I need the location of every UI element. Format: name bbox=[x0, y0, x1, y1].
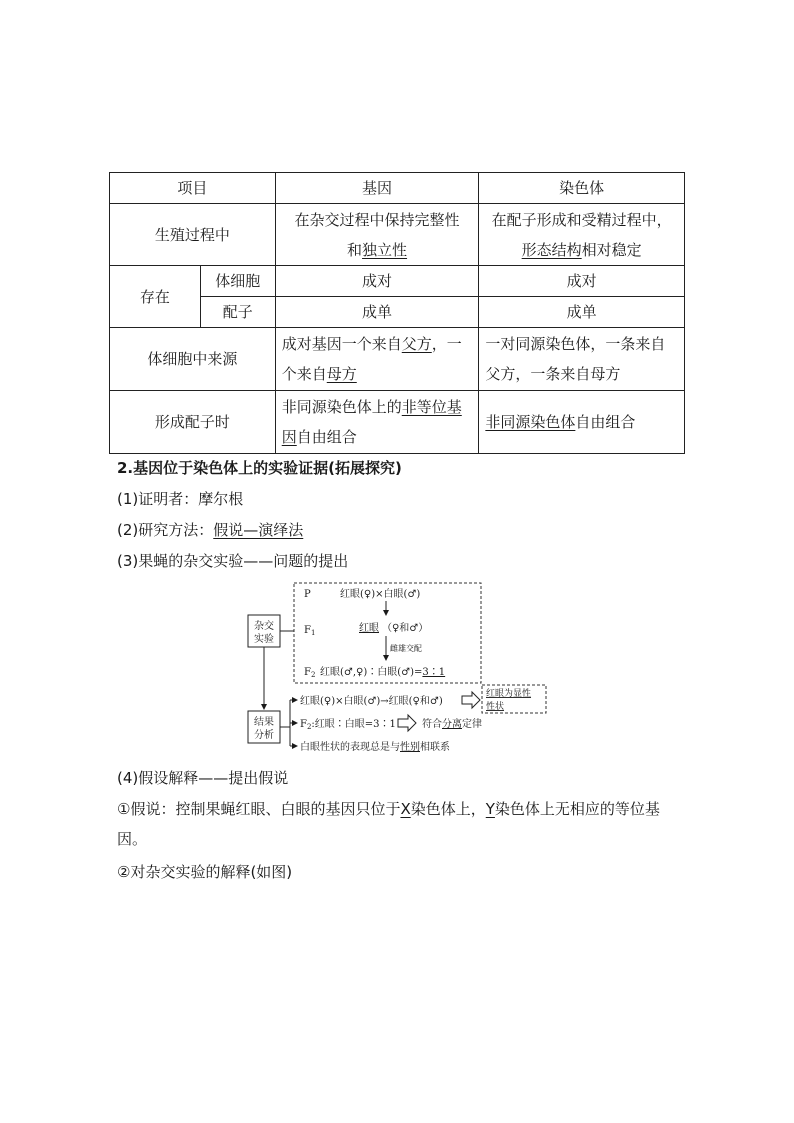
item-method bbox=[117, 520, 303, 540]
item-explanation: ②对杂交实验的解释(如图) bbox=[117, 863, 293, 881]
cell-text: 在杂交过程中保持完整性 bbox=[294, 210, 460, 229]
cell-text: 非同源染色体上的 bbox=[281, 398, 402, 416]
underlined-answer: 母方 bbox=[326, 365, 357, 383]
header-gene: 基因 bbox=[275, 173, 479, 204]
hollow-arrow-icon bbox=[398, 715, 416, 731]
cell-text: 在配子形成和受精过程中， bbox=[491, 210, 672, 229]
table-row bbox=[110, 391, 685, 454]
mating-label: 雌雄交配 bbox=[390, 644, 422, 653]
cell-text: 自由组合 bbox=[296, 428, 357, 446]
analysis-line-3: 白眼性状的表现总是与性别相联系 bbox=[300, 742, 450, 753]
item-text: (2)研究方法： bbox=[117, 521, 214, 539]
row-label: 存在 bbox=[110, 266, 201, 328]
f2-result: 红眼(♂,♀)∶白眼(♂)=3∶1 bbox=[320, 667, 446, 678]
p-label: P bbox=[304, 589, 311, 600]
underlined-answer: 非同源染色体 bbox=[485, 413, 576, 431]
row-label: 生殖过程中 bbox=[110, 204, 276, 266]
cross-experiment-diagram bbox=[244, 580, 554, 758]
table-row bbox=[110, 266, 685, 297]
box-label: 杂交 bbox=[254, 621, 274, 632]
gene-cell: 成对 bbox=[275, 266, 479, 297]
dominant-label: 性状 bbox=[486, 702, 505, 712]
row-label: 形成配子时 bbox=[110, 391, 276, 454]
header-item: 项目 bbox=[110, 173, 276, 204]
underlined-answer: 独立性 bbox=[362, 240, 408, 259]
chromosome-cell bbox=[479, 204, 685, 266]
f1-paren: （♀和♂） bbox=[382, 623, 429, 634]
para-text: 染色体上， bbox=[410, 800, 486, 818]
cell-text: ，一个来自 bbox=[281, 335, 462, 383]
gene-cell bbox=[275, 204, 479, 266]
sub-label: 体细胞 bbox=[200, 266, 275, 297]
comparison-table bbox=[109, 172, 685, 454]
p-cross: 红眼(♀)×白眼(♂) bbox=[340, 589, 421, 600]
para-text: 染色体上无相应的等位基因。 bbox=[117, 800, 660, 848]
chromosome-cell: 一对同源染色体，一条来自父方，一条来自母方 bbox=[479, 328, 685, 391]
chromosome-cell: 成对 bbox=[479, 266, 685, 297]
hypothesis-paragraph bbox=[117, 794, 687, 854]
header-chromosome: 染色体 bbox=[479, 173, 685, 204]
analysis-line-2: $F_2$:红眼∶白眼=3∶1 bbox=[300, 719, 396, 731]
chromosome-cell: 成单 bbox=[479, 297, 685, 328]
table-row bbox=[110, 204, 685, 266]
underlined-answer: 假说—演绎法 bbox=[213, 521, 304, 539]
para-text: ①假说：控制果蝇红眼、白眼的基因只位于 bbox=[117, 800, 401, 818]
table-row bbox=[110, 328, 685, 391]
table-header-row bbox=[110, 173, 685, 204]
dominant-label: 红眼为显性 bbox=[486, 689, 532, 699]
cell-text: 成对基因一个来自 bbox=[281, 335, 402, 353]
gene-cell bbox=[275, 328, 479, 391]
f1-value: 红眼 bbox=[359, 623, 379, 634]
analysis-line-1: 红眼(♀)×白眼(♂)→红眼(♀和♂) bbox=[300, 696, 443, 707]
item-prover: (1)证明者：摩尔根 bbox=[117, 490, 244, 508]
row-label: 体细胞中来源 bbox=[110, 328, 276, 391]
underlined-answer: 父方 bbox=[401, 335, 432, 353]
box-label: 实验 bbox=[254, 634, 274, 645]
analysis-line-2-conclusion: 符合分离定律 bbox=[422, 719, 482, 730]
underlined-answer: Y bbox=[485, 800, 495, 818]
chromosome-cell bbox=[479, 391, 685, 454]
cell-text: 自由组合 bbox=[575, 413, 636, 431]
cell-text: 和 bbox=[347, 240, 363, 259]
underlined-answer: 非等位基因 bbox=[281, 398, 462, 446]
gene-cell bbox=[275, 391, 479, 454]
underlined-answer: 形态结构 bbox=[521, 240, 582, 259]
gene-cell: 成单 bbox=[275, 297, 479, 328]
underlined-answer: X bbox=[400, 800, 411, 818]
f2-label: $F_2$ bbox=[304, 667, 316, 679]
box-label: 分析 bbox=[254, 730, 274, 741]
cell-text: 相对稳定 bbox=[581, 240, 642, 259]
box-label: 结果 bbox=[254, 717, 274, 728]
hollow-arrow-icon bbox=[462, 692, 480, 708]
item-experiment: (3)果蝇的杂交实验——问题的提出 bbox=[117, 552, 349, 570]
sub-label: 配子 bbox=[200, 297, 275, 328]
item-hypothesis: (4)假设解释——提出假说 bbox=[117, 769, 289, 787]
f1-label: $F_1$ bbox=[304, 625, 316, 637]
section-heading: 2.基因位于染色体上的实验证据(拓展探究) bbox=[117, 459, 402, 477]
